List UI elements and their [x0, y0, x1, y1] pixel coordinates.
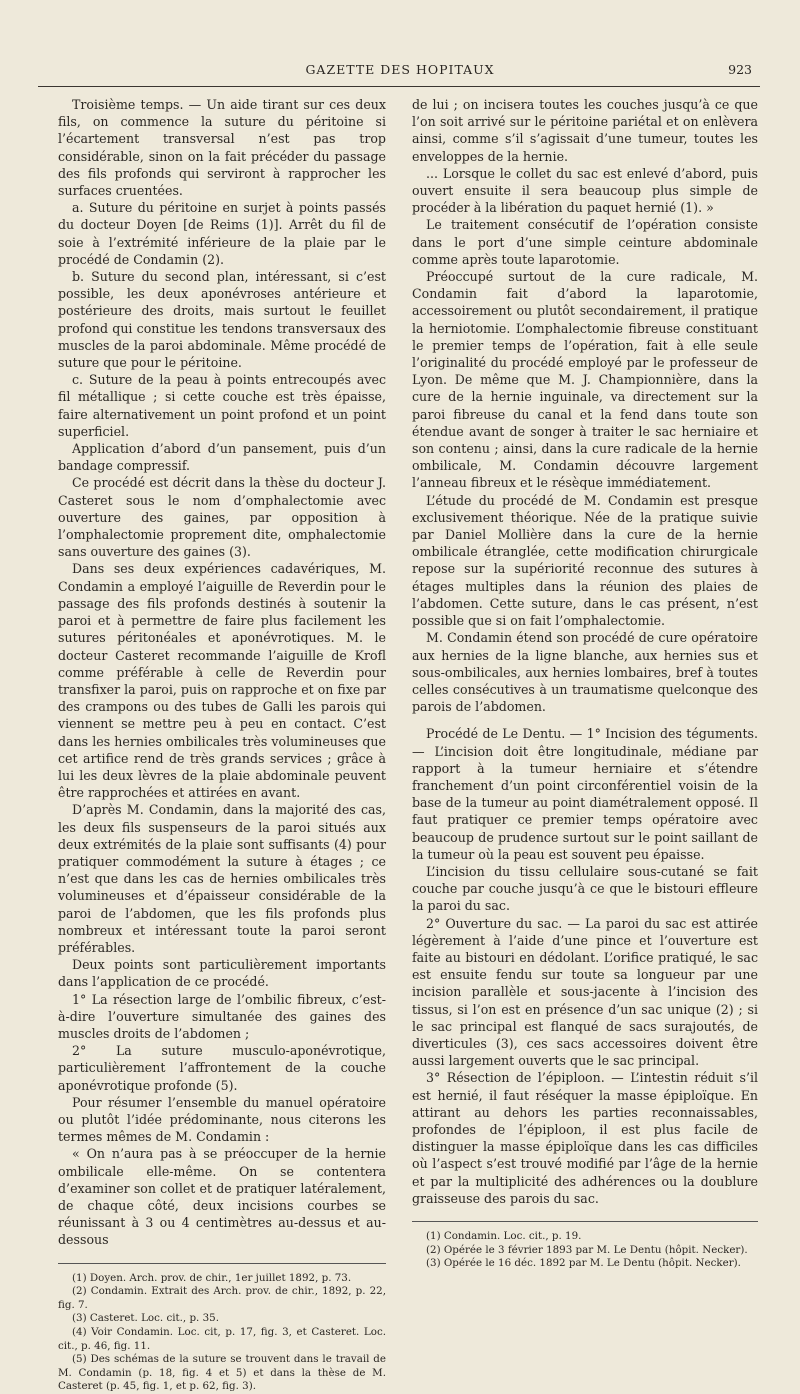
paragraph: Dans ses deux expériences cadavériques, M. Condamin a employé l’aiguille de Reverdin pour le passage des fils profonds destinés à soutenir la paroi et à permettre de faire plus facilement les sutures péritonéales et aponévrotiques. M. le docteur Casteret recommande l’aiguille de Krofl comme préférable à celle de Reverdin pour transfixer la paroi, puis on rapproche et on fixe par des crampons ou des tubes de Galli les parois qui viennent se mettre peu à peu en contact. C’est dans les hernies ombilicales très volumineuses que cet artifice rend de très grands services ; grâce à lui les deux lèvres de la plaie abdominale peuvent être rapprochées et attirées en avant.: [58, 561, 386, 801]
right-column: [412, 96, 758, 1271]
footnote: (2) Condamin. Extrait des Arch. prov. de chir., 1892, p. 22, fig. 7.: [58, 1285, 386, 1311]
paragraph: 2° La suture musculo-aponévrotique, particulièrement l’affrontement de la couche aponévrotique profonde (5).: [58, 1043, 386, 1093]
footnote: (4) Voir Condamin. Loc. cit, p. 17, fig. 3, et Casteret. Loc. cit., p. 46, fig. 11.: [58, 1325, 386, 1352]
paragraph: M. Condamin étend son procédé de cure opératoire aux hernies de la ligne blanche, aux hernies sus et sous-ombilicales, aux hernies lombaires, bref à toutes celles consécutives à un traumatisme quelconque des parois de l’abdomen.: [412, 630, 758, 715]
footnote: (3) Opérée le 16 déc. 1892 par M. Le Dentu (hôpit. Necker).: [426, 1257, 741, 1270]
paragraph: de lui ; on incisera toutes les couches jusqu’à ce que l’on soit arrivé sur le péritoine pariétal et on enlèvera ainsi, comme s’il s’agissait d’une tumeur, toutes les enveloppes de la hernie.: [412, 97, 758, 164]
paragraph: Le traitement consécutif de l’opération consiste dans le port d’une simple ceinture abdominale comme après toute laparotomie.: [412, 217, 758, 267]
paragraph: D’après M. Condamin, dans la majorité des cas, les deux fils suspenseurs de la paroi situés aux deux extrémités de la plaie sont suffisants (4) pour pratiquer commodément la suture à étages ; ce n’est que dans les cas de hernies ombilicales très volumineuses et d’épaisseur considérable de la paroi de l’abdomen, que les fils profonds plus nombreux et intéressant toute la paroi seront préférables.: [58, 802, 386, 955]
paragraph: 3° Résection de l’épiploon. — L’intestin réduit s’il est hernié, il faut réséquer la masse épiploïque. En attirant au dehors les parties reconnaissables, profondes de l’épiploon, il est plus facile de distinguer la masse épiploïque dans les cas difficiles où l’aspect s’est trouvé modifié par l’âge de la hernie et par la multiplicité des adhérences ou la doublure graisseuse des parois du sac.: [412, 1070, 758, 1206]
paragraph: Pour résumer l’ensemble du manuel opératoire ou plutôt l’idée prédominante, nous citerons les termes mêmes de M. Condamin :: [58, 1094, 386, 1145]
footnote: (5) Des schémas de la suture se trouvent dans le travail de M. Condamin (p. 18, fig. 4 et 5) et dans la thèse de M. Casteret (p. 45, fig. 1, et p. 62, fig. 3).: [58, 1353, 386, 1393]
header-rule: [38, 86, 760, 87]
journal-title: GAZETTE DES HOPITAUX: [305, 62, 495, 77]
page-number: 923: [728, 62, 752, 77]
footnote: (3) Casteret. Loc. cit., p. 35.: [72, 1312, 219, 1325]
footnote: (2) Opérée le 3 février 1893 par M. Le Dentu (hôpit. Necker).: [426, 1243, 748, 1256]
paragraph: ... Lorsque le collet du sac est enlevé d’abord, puis ouvert ensuite il sera beaucoup plus simple de procéder à la libération du paquet hernié (1). »: [412, 165, 758, 216]
left-column: [58, 96, 386, 1394]
paragraph: Préoccupé surtout de la cure radicale, M. Condamin fait d’abord la laparotomie, accessoirement ou plutôt secondairement, il pratique la herniotomie. L’omphalectomie fibreuse constituant le premier temps de l’opération, fait à elle seule l’originalité du procédé employé par le professeur de Lyon. De même que M. J. Championnière, dans la cure de la hernie inguinale, va directement sur la paroi fibreuse du canal et la fend dans toute son étendue avant de songer à traiter le sac herniaire et son contenu ; ainsi, dans la cure radicale de la hernie ombilicale, M. Condamin découvre largement l’anneau fibreux et le résèque immédiatement.: [412, 269, 758, 491]
paragraph: 2° Ouverture du sac. — La paroi du sac est attirée légèrement à l’aide d’une pince et l’ouverture est faite au bistouri en dédolant. L’orifice pratiqué, le sac est ensuite fendu sur toute sa longueur par une incision parallèle et sous-jacente à l’incision des tissus, si l’on est en présence d’un sac unique (2) ; si le sac principal est flanqué de sacs surajoutés, de diverticules (3), ces sacs accessoires doivent être aussi largement ouverts que le sac principal.: [412, 915, 758, 1069]
footnote: (1) Condamin. Loc. cit., p. 19.: [426, 1230, 582, 1242]
paragraph: L’étude du procédé de M. Condamin est presque exclusivement théorique. Née de la pratique suivie par Daniel Mollière dans la cure de la hernie ombilicale étranglée, cette modification chirurgicale repose sur la supériorité reconnue des sutures à étages multiples dans la réunion des plaies de l’abdomen. Cette suture, dans le cas présent, n’est possible que si on fait l’omphalectomie.: [412, 492, 758, 629]
paragraph: Deux points sont particulièrement importants dans l’application de ce procédé.: [58, 957, 386, 990]
footnote: (1) Doyen. Arch. prov. de chir., 1er juillet 1892, p. 73.: [72, 1271, 352, 1284]
section-paragraph: Procédé de Le Dentu. — 1° Incision des téguments. — L’incision doit être longitudinale, médiane par rapport à la tumeur herniaire et s’étendre franchement d’un point circonférentiel voisin de la base de la tumeur au point diamétralement opposé. Il faut pratiquer ce premier temps opératoire avec beaucoup de prudence surtout sur le point saillant de la tumeur où la peau est souvent peu épaisse.: [412, 726, 758, 862]
paragraph: b. Suture du second plan, intéressant, si c’est possible, les deux aponévroses antérieure et postérieure des droits, mais surtout le feuillet profond qui constitue les tendons transversaux des muscles de la paroi abdominale. Même procédé de suture que pour le péritoine.: [58, 269, 386, 371]
paragraph: Troisième temps. — Un aide tirant sur ces deux fils, on commence la suture du péritoine si l’écartement transversal n’est pas trop considérable, sinon on la fait précéder du passage des fils profonds qui serviront à rapprocher les surfaces cruentées.: [58, 97, 386, 199]
paragraph: Application d’abord d’un pansement, puis d’un bandage compressif.: [58, 441, 386, 474]
paragraph: 1° La résection large de l’ombilic fibreux, c’est-à-dire l’ouverture simultanée des gaines des muscles droits de l’abdomen ;: [58, 991, 386, 1041]
paragraph: « On n’aura pas à se préoccuper de la hernie ombilicale elle-même. On se contentera d’examiner son collet et de pratiquer latéralement, de chaque côté, deux incisions courbes se réunissant à 3 ou 4 centimètres au-dessus et au-dessous: [58, 1146, 386, 1248]
footnote-rule: [58, 1263, 386, 1264]
paragraph: a. Suture du péritoine en surjet à points passés du docteur Doyen [de Reims (1)]. Arrêt du fil de soie à l’extrémité inférieure de la plaie par le procédé de Condamin (2).: [58, 200, 386, 267]
page-header: [0, 62, 800, 82]
paragraph: L’incision du tissu cellulaire sous-cutané se fait couche par couche jusqu’à ce que le bistouri effleure la paroi du sac.: [412, 863, 758, 914]
paragraph: Ce procédé est décrit dans la thèse du docteur J. Casteret sous le nom d’omphalectomie avec ouverture des gaines, par opposition à l’omphalectomie proprement dite, omphalectomie sans ouverture des gaines (3).: [58, 475, 386, 560]
footnote-rule: [412, 1221, 758, 1222]
paragraph: c. Suture de la peau à points entrecoupés avec fil métallique ; si cette couche est très épaisse, faire alternativement un point profond et un point superficiel.: [58, 372, 386, 439]
